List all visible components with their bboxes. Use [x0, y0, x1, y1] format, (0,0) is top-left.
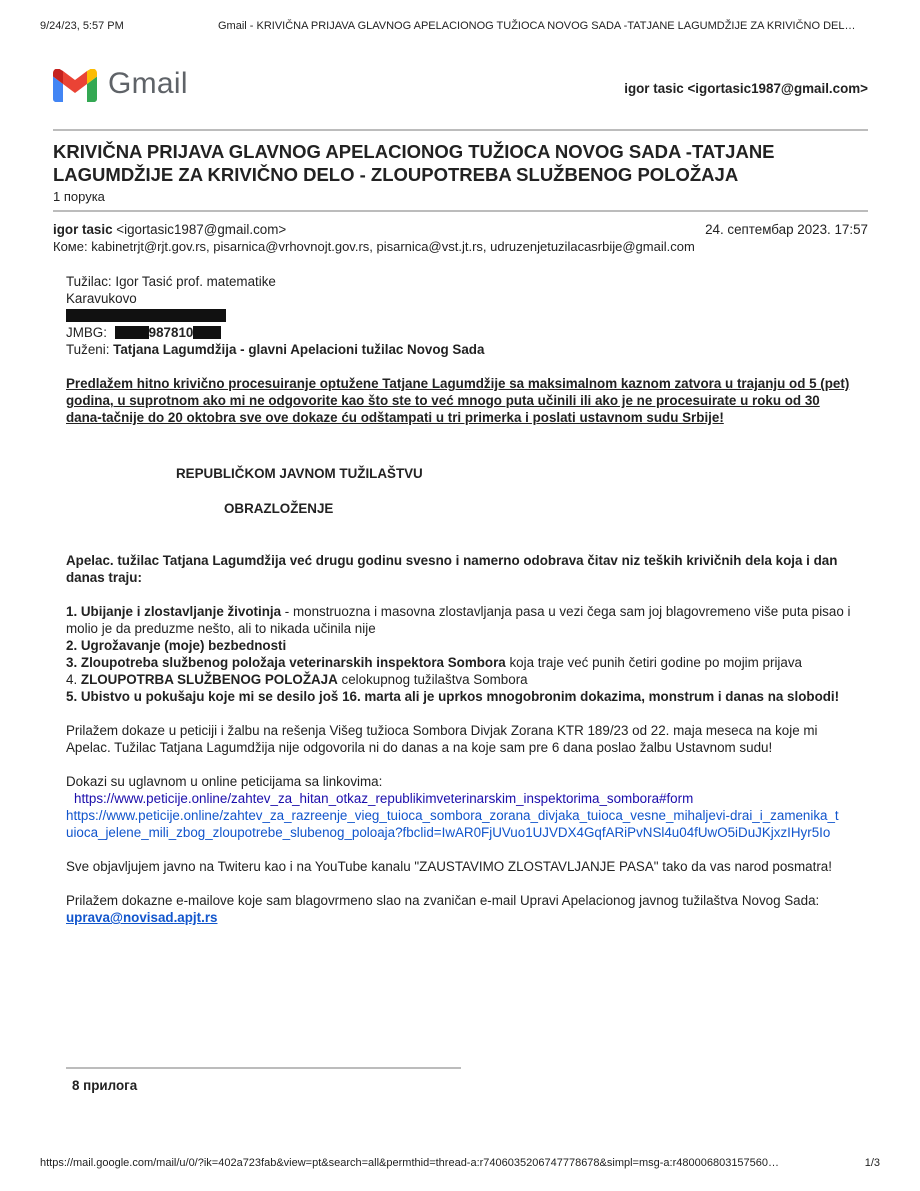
thread-subject: KRIVIČNA PRIJAVA GLAVNOG APELACIONOG TUŽIOCA NOVOG SADA -TATJANE LAGUMDŽIJE ZA KRIVIČNO DELO - ZLOUPOTREBA SLUŽBENOG POLOŽAJA — [53, 141, 775, 185]
heading-obrazlozenje: OBRAZLOŽENJE — [224, 501, 334, 516]
item-title: 1. Ubijanje i zlostavljanje životinja — [66, 604, 282, 619]
message-body — [66, 273, 856, 926]
gmail-logo — [53, 66, 203, 106]
recipients-line — [53, 238, 695, 255]
link-line — [66, 807, 846, 841]
place-line: Karavukovo — [66, 291, 137, 306]
list-item — [66, 603, 856, 637]
item-number: 4. — [66, 672, 81, 687]
uprava-email-link[interactable]: uprava@novisad.apjt.rs — [66, 910, 218, 925]
petition-link-1[interactable]: https://www.peticije.online/zahtev_za_hitan_otkaz_republikimveterinarskim_inspektorima_sombora#form — [74, 791, 694, 806]
print-url: https://mail.google.com/mail/u/0/?ik=402a723fab&view=pt&search=all&permthid=thread-a:r7406035206747778678&simpl=msg-a:r480006803157560… — [40, 1157, 780, 1169]
list-item — [66, 654, 856, 671]
message-count: 1 порука — [53, 189, 105, 204]
plaintiff-line: Tužilac: Igor Tasić prof. matematike — [66, 274, 276, 289]
attachments-count: 8 прилога — [72, 1078, 138, 1093]
redaction-bar — [193, 326, 221, 339]
defendant-line — [66, 341, 856, 358]
item-text: - monstruozna i masovna zlostavljanja pasa u vezi čega sam joj blagovremeno više puta pisao i molio je da preduzme nešto, ali to nikada učinila nije — [66, 604, 851, 636]
jmbg-label: JMBG: — [66, 325, 107, 340]
sender-line — [53, 221, 286, 238]
petition-paragraph: Prilažem dokaze u peticiji i žalbu na rešenja Višeg tužioca Sombora Divjak Zorana KTR 189/23 od 22. maja meseca na koje mi Apelac. Tužilac Tatjana Lagumdžija nije odgovorila ni do danas a na koje sam pre 6 dana poslao žalbu Ustavnom sudu! — [66, 723, 818, 755]
twitter-paragraph: Sve objavljujem javno na Twiteru kao i na YouTube kanalu "ZAUSTAVIMO ZLOSTAVLJANJE PASA" tako da vas narod posmatra! — [66, 859, 832, 874]
jmbg-line — [66, 324, 856, 341]
link-line — [66, 790, 856, 807]
divider — [53, 129, 868, 131]
gmail-m-icon — [53, 69, 97, 103]
item-text: celokupnog tužilaštva Sombora — [337, 672, 528, 687]
intro-paragraph: Apelac. tužilac Tatjana Lagumdžija već drugu godinu svesno i namerno odobrava čitav niz teških krivičnih dela koja i dan danas traju: — [66, 553, 838, 585]
item-title: ZLOUPOTRBA SLUŽBENOG POLOŽAJA — [80, 672, 338, 687]
gmail-wordmark: Gmail — [108, 67, 188, 100]
emails-text: Prilažem dokazne e-mailove koje sam blagovrmeno slao na zvaničan e-mail Upravi Apelacionog javnog tužilaštva Novog Sada: — [66, 893, 820, 908]
item-title: 3. Zloupotreba službenog položaja veterinarskih inspektora Sombora — [66, 655, 506, 670]
page-number: 1/3 — [864, 1157, 880, 1169]
sender-email: <igortasic1987@gmail.com> — [116, 222, 287, 237]
divider — [53, 210, 868, 212]
emails-paragraph — [66, 892, 856, 926]
defendant-name: Tatjana Lagumdžija - glavni Apelacioni tužilac Novog Sada — [113, 342, 485, 357]
account-label: igor tasic <igortasic1987@gmail.com> — [624, 81, 868, 96]
to-label: Коме: — [53, 239, 88, 254]
proposal-paragraph: Predlažem hitno krivično procesuiranje optužene Tatjane Lagumdžije sa maksimalnom kaznom zatvora u trajanju od 5 (pet) godina, u suprotnom ako mi ne odgovorite kao što ste to već mnogo puta učinili ili ako je ne procesuirate u roku od 30 dana-tačnije do 20 oktobra sve ove dokaze ću odštampati u tri primerka i poslati ustavnom sudu Srbije! — [66, 376, 850, 425]
recipients: kabinetrjt@rjt.gov.rs, pisarnica@vrhovnojt.gov.rs, pisarnica@vst.jt.rs, udruzenjetuzilacasrbije@gmail.com — [91, 239, 695, 254]
links-intro: Dokazi su uglavnom u online peticijama sa linkovima: — [66, 774, 383, 789]
list-item: 5. Ubistvo u pokušaju koje mi se desilo još 16. marta ali je uprkos mnogobronim dokazima, monstrum i danas na slobodi! — [66, 689, 840, 704]
attachments-divider — [66, 1067, 461, 1069]
list-item: 2. Ugrožavanje (moje) bezbednosti — [66, 638, 287, 653]
list-item — [66, 671, 856, 688]
petition-link-2[interactable]: https://www.peticije.online/zahtev_za_razreenje_vieg_tuioca_sombora_zorana_divjaka_tuioca_vesne_mihaljevi-drai_i_zamenika_tuioca_jelene_mili_zbog_zloupotrebe_slubenog_poloaja?fbclid=IwAR0FjUVuo1UJVDX4GqfARiPvNSl4u04fUwO5iDuJKjxzIHyr5Io — [66, 808, 839, 840]
redacted-line — [66, 307, 856, 324]
redaction-bar — [66, 309, 226, 322]
redaction-bar — [115, 326, 149, 339]
defendant-label: Tuženi: — [66, 342, 110, 357]
message-date: 24. септембар 2023. 17:57 — [705, 222, 868, 237]
print-title: Gmail - KRIVIČNA PRIJAVA GLAVNOG APELACIONOG TUŽIOCA NOVOG SADA -TATJANE LAGUMDŽIJE ZA KRIVIČNO DEL… — [218, 20, 856, 32]
item-text: koja traje već punih četiri godine po mojim prijava — [505, 655, 802, 670]
print-datetime: 9/24/23, 5:57 PM — [40, 20, 124, 32]
print-footer — [40, 1155, 880, 1171]
print-header — [40, 18, 880, 34]
sender-name: igor tasic — [53, 222, 113, 237]
heading-tuzilastvu: REPUBLIČKOM JAVNOM TUŽILAŠTVU — [176, 466, 423, 481]
jmbg-visible: 987810 — [148, 325, 194, 340]
